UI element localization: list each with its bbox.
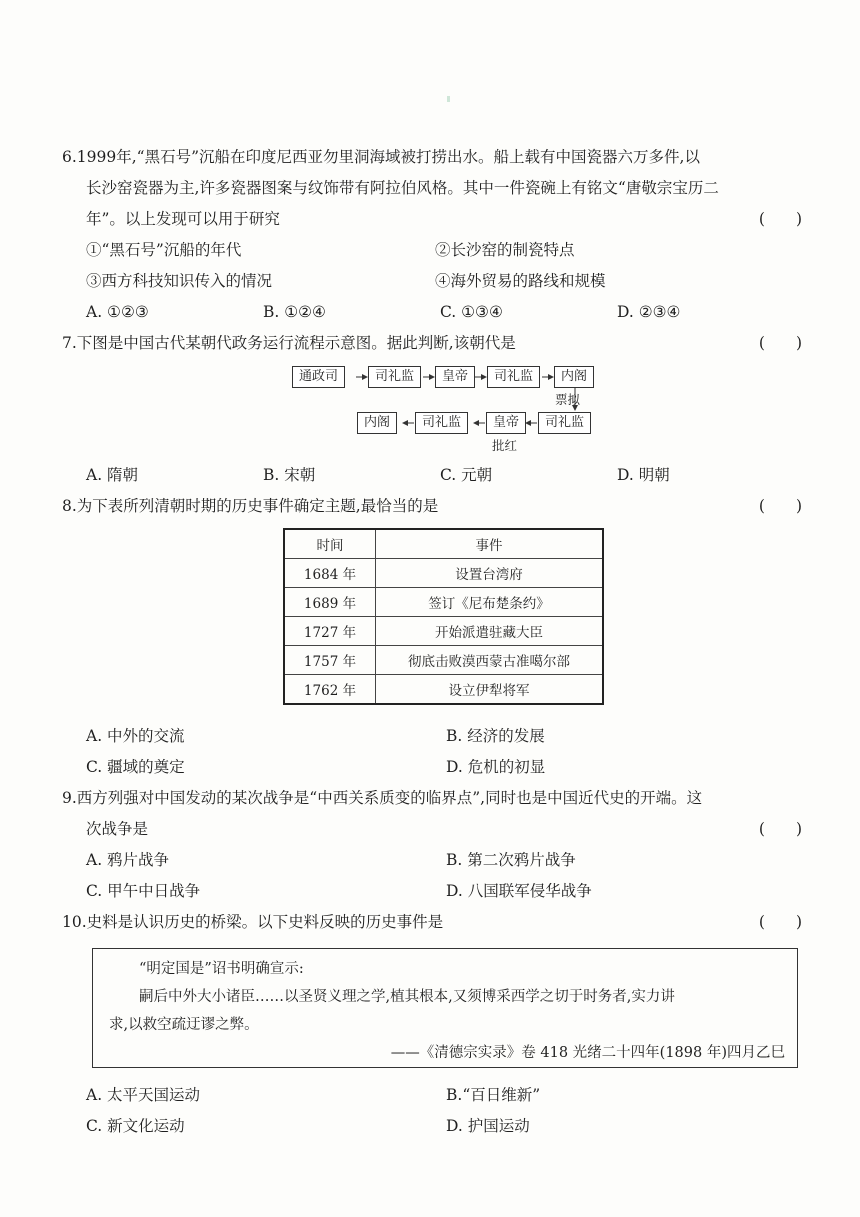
source-line-3: 求,以救空疏迂谬之弊。 [109,1017,259,1033]
table-row [284,559,603,588]
flow-box-silijian-3: 司礼监 [415,412,468,434]
table-cell-year: 1762 年 [284,675,376,705]
flow-box-silijian-2: 司礼监 [487,366,540,388]
q6-stem-line3: 年”。以上发现可以用于研究 [86,210,280,228]
question-9 [62,783,802,907]
q8-options [62,721,802,783]
q7-stem: 7.下图是中国古代某朝代政务运行流程示意图。据此判断,该朝代是 [62,334,516,352]
flow-box-emperor-2: 皇帝 [486,412,526,434]
q10-option-b[interactable]: B.“百日维新” [446,1086,541,1104]
q10-options-wrap [62,1080,802,1142]
q10-option-a[interactable]: A. 太平天国运动 [86,1086,201,1104]
table-row [284,646,603,675]
table-cell-event: 开始派遣驻藏大臣 [376,617,604,646]
q10-stem: 10.史料是认识历史的桥梁。以下史料反映的历史事件是 [62,913,444,931]
q6-statement-4: ④海外贸易的路线和规模 [435,272,606,290]
table-cell-year: 1684 年 [284,559,376,588]
q8-stem: 8.为下表所列清朝时期的历史事件确定主题,最恰当的是 [62,497,439,515]
table-cell-event: 设立伊犁将军 [376,675,604,705]
q7-flow-diagram [290,366,600,456]
table-header-row [284,529,603,559]
table-cell-year: 1757 年 [284,646,376,675]
q9-stem-line2: 次战争是 [86,820,149,838]
q6-stem-line2: 长沙窑瓷器为主,许多瓷器图案与纹饰带有阿拉伯风格。其中一件瓷碗上有铭文“唐敬宗宝历二 [86,179,719,197]
q7-option-b[interactable]: B. 宋朝 [263,466,316,484]
q6-stem-line1: 6.1999年,“黑石号”沉船在印度尼西亚勿里洞海域被打捞出水。船上载有中国瓷器六万多件,以 [62,148,700,166]
source-line-2: 嗣后中外大小诸臣……以圣贤义理之学,植其根本,又须博采西学之切于时务者,实力讲 [139,989,675,1005]
question-6 [62,142,802,328]
q9-answer-paren: ( ) [758,820,802,838]
flow-box-neige-2: 内阁 [357,412,397,434]
table-cell-year: 1689 年 [284,588,376,617]
q7-answer-paren: ( ) [758,334,802,352]
q7-option-a[interactable]: A. 隋朝 [86,466,139,484]
q8-option-b[interactable]: B. 经济的发展 [446,727,545,745]
q8-option-d[interactable]: D. 危机的初显 [446,758,546,776]
q6-option-c[interactable]: C. ①③④ [440,303,503,321]
question-8 [62,491,802,522]
q6-options [62,297,802,328]
question-7 [62,328,802,359]
q8-events-table [283,528,604,705]
flow-box-silijian-4: 司礼监 [538,412,591,434]
question-10 [62,907,802,938]
q8-answer-paren: ( ) [758,497,802,515]
q6-statement-1: ①“黑石号”沉船的年代 [86,241,242,259]
source-citation: ——《清德宗实录》卷 418 光绪二十四年(1898 年)四月乙巳 [390,1045,785,1061]
table-row [284,588,603,617]
q8-option-c[interactable]: C. 疆域的奠定 [86,758,185,776]
q7-option-c[interactable]: C. 元朝 [440,466,493,484]
flow-note-piaoni: 票拟 [555,392,581,407]
q9-options [62,845,802,907]
flow-box-silijian-1: 司礼监 [368,366,421,388]
q6-statements [62,235,802,297]
flow-box-tongzhengsi: 通政司 [292,366,345,388]
q10-options [62,1080,802,1142]
table-cell-year: 1727 年 [284,617,376,646]
q10-option-d[interactable]: D. 护国运动 [446,1117,530,1135]
scan-speck [447,96,450,102]
q9-option-b[interactable]: B. 第二次鸦片战争 [446,851,576,869]
q9-option-d[interactable]: D. 八国联军侵华战争 [446,882,592,900]
q9-stem-line1: 9.西方列强对中国发动的某次战争是“中西关系质变的临界点”,同时也是中国近代史的开端。这 [62,789,703,807]
table-header-time: 时间 [284,529,376,559]
flow-box-emperor-1: 皇帝 [435,366,475,388]
q6-option-a[interactable]: A. ①②③ [86,303,149,321]
q10-answer-paren: ( ) [758,913,802,931]
q7-options [62,460,802,491]
flow-box-neige-1: 内阁 [554,366,594,388]
q10-option-c[interactable]: C. 新文化运动 [86,1117,185,1135]
table-cell-event: 签订《尼布楚条约》 [376,588,604,617]
q6-option-b[interactable]: B. ①②④ [263,303,326,321]
q9-option-c[interactable]: C. 甲午中日战争 [86,882,201,900]
q7-options-wrap [62,460,802,491]
q10-source-box [92,948,798,1068]
table-row [284,617,603,646]
source-line-1: “明定国是”诏书明确宣示: [139,961,304,977]
table-row [284,675,603,705]
q8-option-a[interactable]: A. 中外的交流 [86,727,185,745]
q8-options-wrap [62,721,802,783]
q7-option-d[interactable]: D. 明朝 [617,466,670,484]
table-cell-event: 设置台湾府 [376,559,604,588]
flow-note-pihong: 批红 [492,438,518,453]
table-header-event: 事件 [376,529,604,559]
q6-statement-2: ②长沙窑的制瓷特点 [435,241,575,259]
table-cell-event: 彻底击败漠西蒙古准噶尔部 [376,646,604,675]
q6-answer-paren: ( ) [758,210,802,228]
q9-option-a[interactable]: A. 鸦片战争 [86,851,170,869]
q6-statement-3: ③西方科技知识传入的情况 [86,272,273,290]
q6-option-d[interactable]: D. ②③④ [617,303,681,321]
